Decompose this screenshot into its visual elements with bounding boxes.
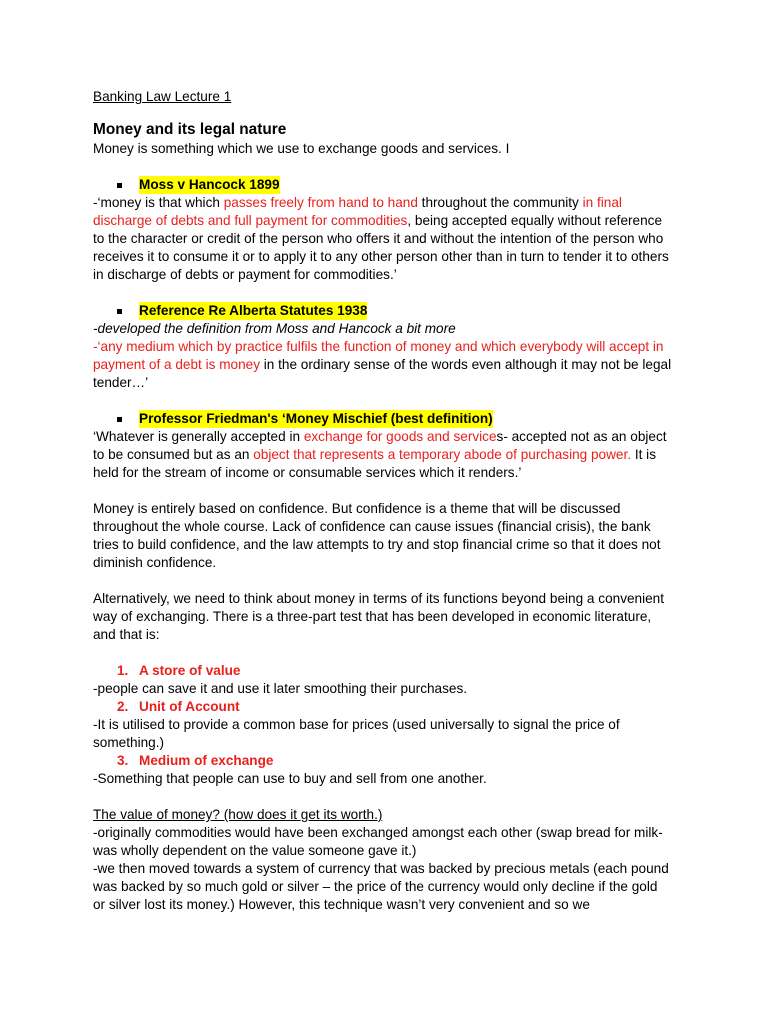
bullet-alberta-statutes	[93, 302, 673, 320]
function-item	[93, 752, 673, 770]
document-body	[93, 88, 673, 914]
function-description: -Something that people can use to buy and sell from one another.	[93, 771, 487, 786]
document-title: Banking Law Lecture 1	[93, 89, 232, 104]
function-description: -people can save it and use it later smoothing their purchases.	[93, 681, 468, 696]
quote-emphasis: exchange for goods and service	[303, 429, 497, 444]
quote-text: , being accepted equally without reference to the character or credit of the person who offers it and without the intention of the person who receives it to consume it or to apply it to any other person other than in turn to tender it to others in discharge of debts or payment for commodities.’	[93, 213, 669, 282]
quote-emphasis: object that represents a temporary abode of purchasing power.	[253, 447, 632, 462]
intro-paragraph: Money is something which we use to exchange goods and services. I	[93, 141, 510, 156]
friedman-quote	[93, 428, 673, 482]
function-label: Medium of exchange	[139, 753, 274, 768]
square-bullet-icon	[117, 309, 122, 314]
list-number: 1.	[117, 663, 129, 678]
quote-text: It is held for the stream of income or consumable services which it renders.’	[93, 447, 656, 480]
quote-emphasis: -‘any medium which by practice fulfils the function of money and which everybody will accept in payment of a debt is money	[93, 339, 664, 372]
list-number: 2.	[117, 699, 129, 714]
value-paragraph-2: -we then moved towards a system of currency that was backed by precious metals (each pound was backed by so much gold or silver – the price of the currency would only decline if the gold or silver lost its money.) However, this technique wasn’t very convenient and so we	[93, 861, 669, 912]
section-heading: Money and its legal nature	[93, 121, 287, 138]
value-paragraph-1: -originally commodities would have been exchanged amongst each other (swap bread for milk- was wholly dependent on the value someone gave it.)	[93, 825, 663, 858]
case-label: Moss v Hancock 1899	[139, 177, 280, 192]
function-item	[93, 698, 673, 716]
quote-text: ‘Whatever is generally accepted in	[93, 429, 304, 444]
case-label: Reference Re Alberta Statutes 1938	[139, 303, 368, 318]
quote-emphasis: in final discharge of debts and full payment for commodities	[93, 195, 622, 228]
moss-quote	[93, 194, 673, 284]
quote-text: s- accepted not as an object to be consumed but as an	[93, 429, 667, 462]
function-item	[93, 662, 673, 680]
quote-text: in the ordinary sense of the words even although it may not be legal tender…’	[93, 357, 672, 390]
list-number: 3.	[117, 753, 129, 768]
function-label: Unit of Account	[139, 699, 240, 714]
alberta-quote	[93, 338, 673, 392]
bullet-friedman	[93, 410, 673, 428]
case-label: Professor Friedman's ‘Money Mischief (best definition)	[139, 411, 493, 426]
alberta-note: -developed the definition from Moss and Hancock a bit more	[93, 321, 456, 336]
quote-emphasis: passes freely from hand to hand	[223, 195, 418, 210]
square-bullet-icon	[117, 183, 122, 188]
confidence-paragraph: Money is entirely based on confidence. But confidence is a theme that will be discussed throughout the whole course. Lack of confidence can cause issues (financial crisis), the bank tries to build confidence, and the law attempts to try and stop financial crime so that it does not diminish confidence.	[93, 501, 661, 570]
alternative-paragraph: Alternatively, we need to think about money in terms of its functions beyond being a convenient way of exchanging. There is a three-part test that has been developed in economic literature, and that is:	[93, 591, 665, 642]
square-bullet-icon	[117, 417, 122, 422]
function-description: -It is utilised to provide a common base for prices (used universally to signal the price of something.)	[93, 717, 620, 750]
quote-text: -‘money is that which	[93, 195, 224, 210]
function-label: A store of value	[139, 663, 241, 678]
bullet-moss-v-hancock	[93, 176, 673, 194]
value-heading: The value of money? (how does it get its worth.)	[93, 807, 383, 822]
quote-text: throughout the community	[417, 195, 583, 210]
